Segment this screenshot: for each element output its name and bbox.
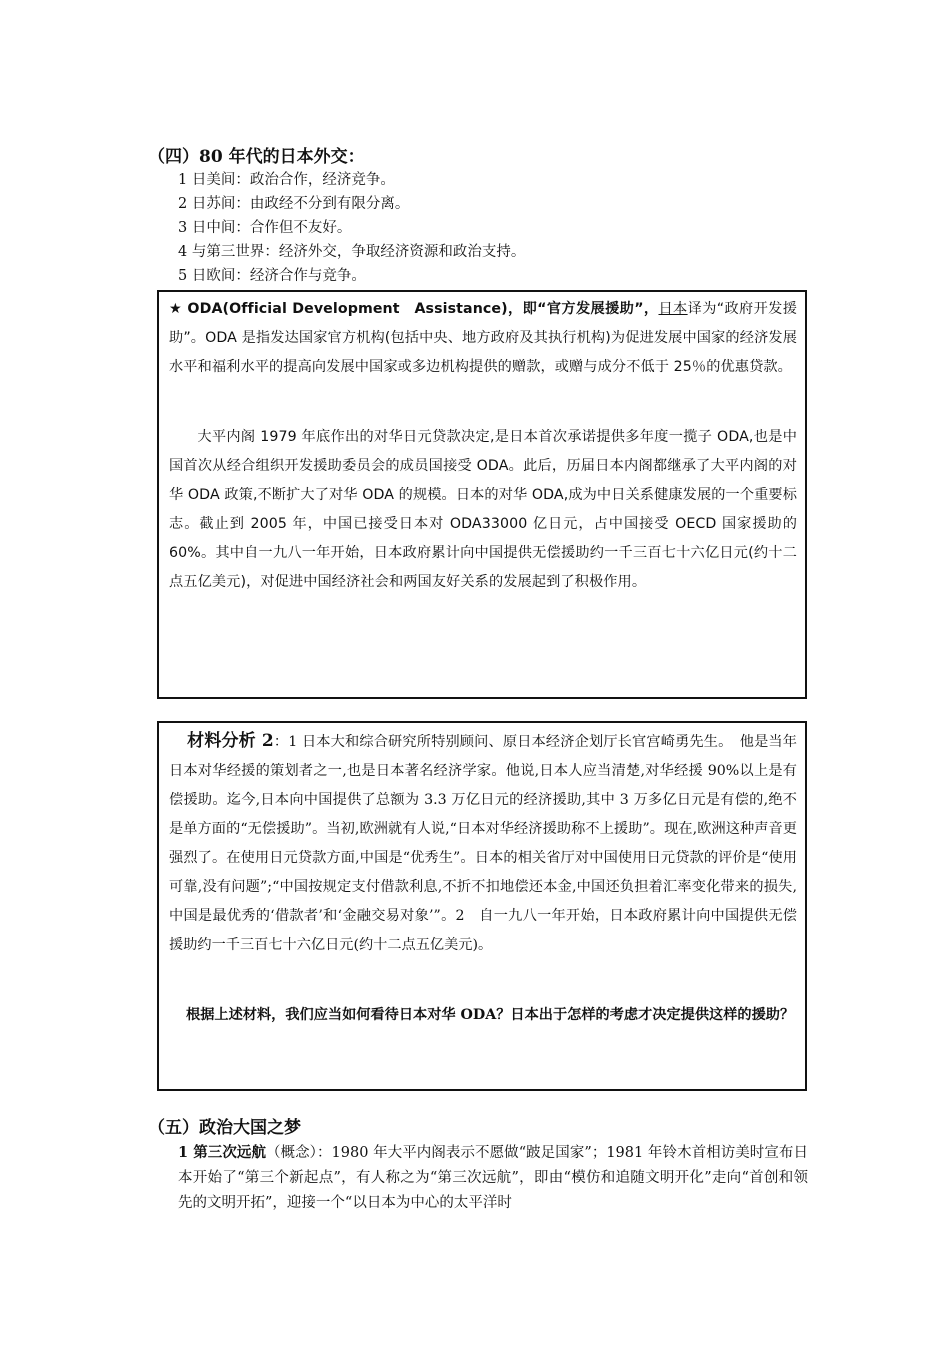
oda-history-paragraph: 大平内阁 1979 年底作出的对华日元贷款决定,是日本首次承诺提供多年度一揽子 ODA,也是中国首次从经合组织开发援助委员会的成员国接受 ODA。此后，历届日本内阁都继承了大平内阁的对华 ODA 政策,不断扩大了对华 ODA 的规模。日本的对华 ODA,成为中日关系健康发展的一个重要标志。截止到 2005 年，中国已接受日本对 ODA33000 亿日元，占中国接受 OECD 国家援助的 60%。其中自一九八一年开始，日本政府累计向中国提供无偿援助约一千三百七十六亿日元(约十二点五亿美元)，对促进中国经济社会和两国友好关系的发展起到了积极作用。 <box>169 429 797 590</box>
star-icon: ★ <box>169 301 183 317</box>
material-analysis-box <box>157 721 807 1091</box>
oda-definition-rest: 译为“政府开发援助”。ODA 是指发达国家官方机构(包括中央、地方政府及其执行机构)为促进发展中国家的经济发展水平和福利水平的提高向发展中国家或多边机构提供的赠款，或赠与成分不低于 25％的优惠贷款。 <box>169 301 798 375</box>
section-5-item <box>178 1140 808 1216</box>
oda-japan-word: 日本 <box>658 301 688 317</box>
material-label: 材料分析 2 <box>187 731 274 751</box>
section-4-item: 2 日苏间：由政经不分到有限分离。 <box>178 196 410 212</box>
section-5-item-term: 第三次远航 <box>193 1144 266 1161</box>
material-body: 1 日本大和综合研究所特别顾问、原日本经济企划厅长官宫崎勇先生。 他是当年日本对华经援的策划者之一,也是日本著名经济学家。他说,日本人应当清楚,对华经援 90%以上是有偿援助。迄今,日本向中国提供了总额为 3.3 万亿日元的经济援助,其中 3 万多亿日元是有偿的,绝不是单方面的“无偿援助”。当初,欧洲就有人说,“日本对华经济援助称不上援助”。现在,欧洲这种声音更强烈了。在使用日元贷款方面,中国是“优秀生”。日本的相关省厅对中国使用日元贷款的评价是“使用可靠,没有问题”;“中国按规定支付借款利息,不折不扣地偿还本金,中国还负担着汇率变化带来的损失,中国是最优秀的‘借款者’和‘金融交易对象’”。2 自一九八一年开始，日本政府累计向中国提供无偿援助约一千三百七十六亿日元(约十二点五亿美元)。 <box>169 734 797 953</box>
material-colon: ： <box>273 734 289 750</box>
oda-definition-box <box>157 290 807 699</box>
material-analysis-text <box>169 727 797 960</box>
section-4-item: 5 日欧间：经济合作与竞争。 <box>178 268 366 284</box>
section-4-title: （四）80 年代的日本外交： <box>148 147 365 167</box>
section-4-item: 1 日美间：政治合作，经济竞争。 <box>178 172 395 188</box>
section-5-title: （五）政治大国之梦 <box>148 1118 301 1138</box>
section-5-item-text: （概念）：1980 年大平内阁表示不愿做“跛足国家”；1981 年铃木首相访美时宣布日本开始了“第三个新起点”，有人称之为“第三次远航”，即由“模仿和追随文明开化”走向“首创和领先的文明开拓”，迎接一个“以日本为中心的太平洋时 <box>178 1145 808 1211</box>
oda-definition <box>169 295 797 382</box>
section-4-item: 3 日中间：合作但不友好。 <box>178 220 352 236</box>
oda-term: ODA(Official Development Assistance)，即“官方发展援助”， <box>182 301 659 317</box>
section-4-item: 4 与第三世界：经济外交，争取经济资源和政治支持。 <box>178 244 526 260</box>
section-5-item-number: 1 <box>178 1144 194 1161</box>
material-question: 根据上述材料，我们应当如何看待日本对华 ODA？日本出于怎样的考虑才决定提供这样的援助？ <box>186 1007 795 1023</box>
